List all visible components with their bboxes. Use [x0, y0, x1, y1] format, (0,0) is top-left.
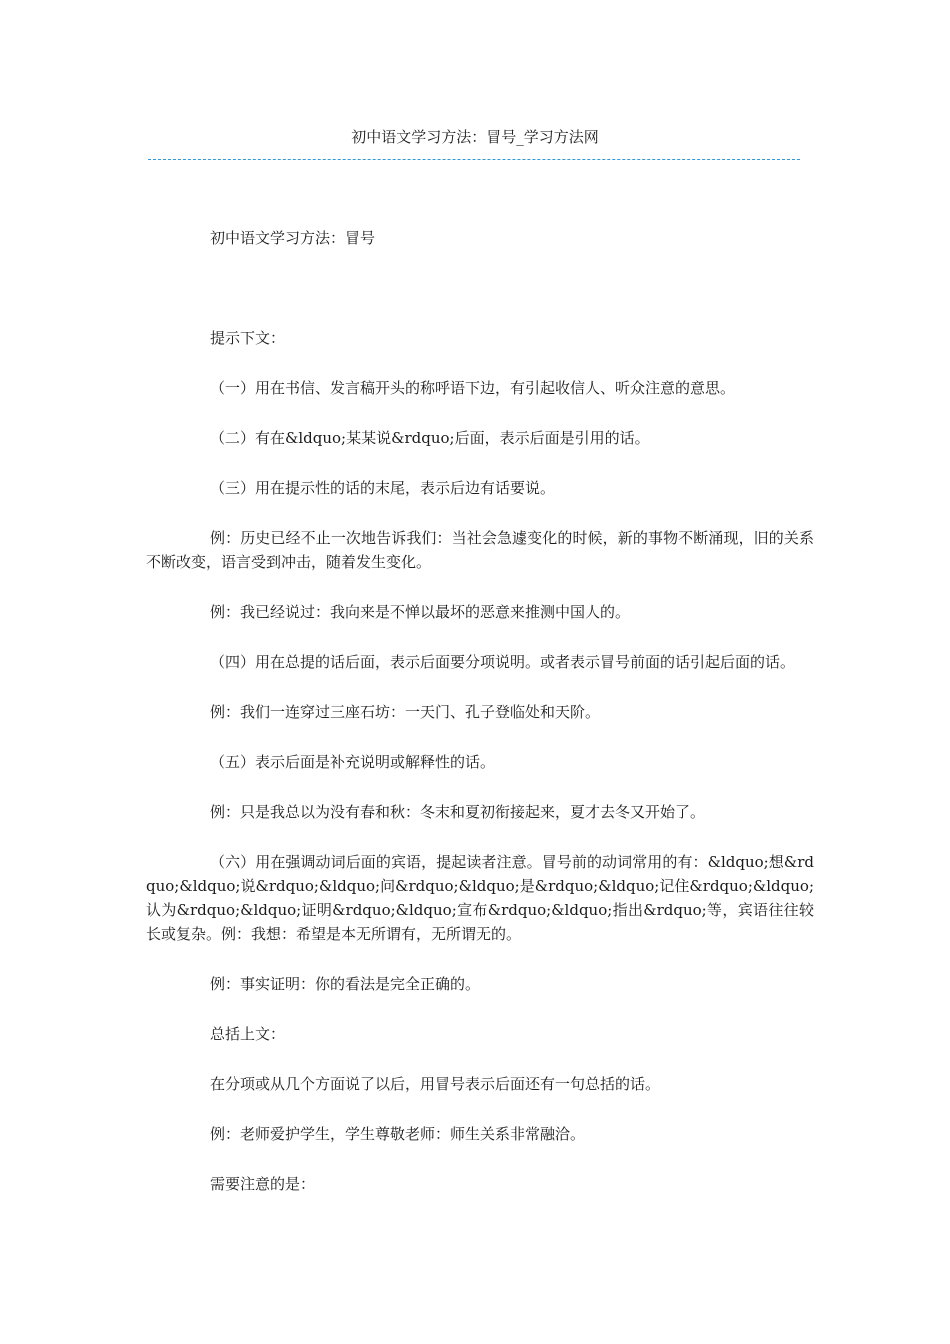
- paragraph-11: （六）用在强调动词后面的宾语，提起读者注意。冒号前的动词常用的有：&ldquo;想&rdquo;&ldquo;说&rdquo;&ldquo;问&rdquo;&ldquo;是&rdquo;&ldquo;记住&rdquo;&ldquo;认为&rdquo;&ldquo;证明&rdquo;&ldquo;宣布&rdquo;&ldquo;指出&rdquo;等，宾语往往较长或复杂。例：我想：希望是本无所谓有，无所谓无的。: [146, 853, 814, 943]
- page-header-title: 初中语文学习方法：冒号_学习方法网: [351, 128, 599, 146]
- paragraph-12: 例：事实证明：你的看法是完全正确的。: [210, 975, 481, 993]
- paragraph-16: 需要注意的是：: [210, 1175, 316, 1193]
- article-body: [146, 226, 814, 1196]
- paragraph-2: （一）用在书信、发言稿开头的称呼语下边，有引起收信人、听众注意的意思。: [210, 379, 736, 397]
- paragraph-1: 提示下文：: [210, 329, 286, 347]
- paragraph-8: 例：我们一连穿过三座石坊：一天门、孔子登临处和天阶。: [210, 703, 601, 721]
- paragraph-7: （四）用在总提的话后面，表示后面要分项说明。或者表示冒号前面的话引起后面的话。: [210, 653, 796, 671]
- paragraph-14: 在分项或从几个方面说了以后，用冒号表示后面还有一句总括的话。: [210, 1075, 661, 1093]
- paragraph-9: （五）表示后面是补充说明或解释性的话。: [210, 753, 496, 771]
- article-heading: 初中语文学习方法：冒号: [210, 229, 376, 247]
- paragraph-13: 总括上文：: [210, 1025, 286, 1043]
- paragraph-3: （二）有在&ldquo;某某说&rdquo;后面，表示后面是引用的话。: [210, 429, 650, 447]
- paragraph-5: 例：历史已经不止一次地告诉我们：当社会急遽变化的时候，新的事物不断涌现，旧的关系不断改变，语言受到冲击，随着发生变化。: [146, 529, 814, 571]
- paragraph-10: 例：只是我总以为没有春和秋：冬末和夏初衔接起来，夏才去冬又开始了。: [210, 803, 706, 821]
- paragraph-6: 例：我已经说过：我向来是不惮以最坏的恶意来推测中国人的。: [210, 603, 631, 621]
- paragraph-15: 例：老师爱护学生，学生尊敬老师：师生关系非常融洽。: [210, 1125, 586, 1143]
- paragraph-4: （三）用在提示性的话的末尾，表示后边有话要说。: [210, 479, 556, 497]
- header-dashed-divider: [148, 159, 800, 160]
